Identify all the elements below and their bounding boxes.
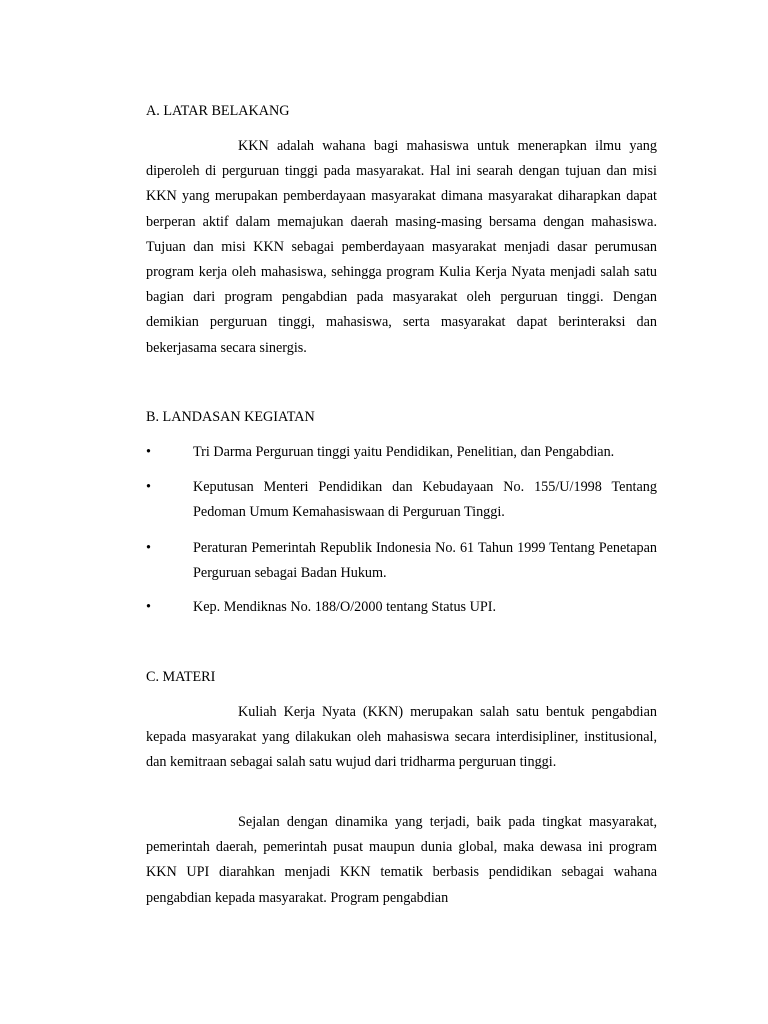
section-b-heading: B. LANDASAN KEGIATAN (146, 409, 315, 425)
section-c-paragraph-1-text: Kuliah Kerja Nyata (KKN) merupakan salah satu bentuk pengabdian kepada masyarakat yang dilakukan oleh mahasiswa secara interdisipliner, institusional, dan kemitraan sebagai salah satu wujud dari tridharma perguruan tinggi. (146, 704, 657, 771)
section-a-paragraph-text: KKN adalah wahana bagi mahasiswa untuk menerapkan ilmu yang diperoleh di perguruan tinggi pada masyarakat. Hal ini searah dengan tujuan dan misi KKN yang merupakan pemberdayaan masyarakat dimana masyarakat diharapkan dapat berperan aktif dalam memajukan daerah masing-masing bersama dengan mahasiswa. Tujuan dan misi KKN sebagai pemberdayaan masyarakat menjadi dasar perumusan program kerja oleh mahasiswa, sehingga program Kulia Kerja Nyata menjadi salah satu bagian dari program pengabdian pada masyarakat oleh perguruan tinggi. Dengan demikian perguruan tinggi, mahasiswa, serta masyarakat dapat berinteraksi dan bekerjasama secara sinergis. (146, 138, 657, 356)
list-item-text: Kep. Mendiknas No. 188/O/2000 tentang Status UPI. (193, 599, 497, 615)
section-c-heading: C. MATERI (146, 669, 216, 685)
list-item-text: Peraturan Pemerintah Republik Indonesia No. 61 Tahun 1999 Tentang Penetapan Perguruan sebagai Badan Hukum. (193, 540, 657, 582)
section-c-paragraph-2-text: Sejalan dengan dinamika yang terjadi, baik pada tingkat masyarakat, pemerintah daerah, pemerintah pusat maupun dunia global, maka dewasa ini program KKN UPI diarahkan menjadi KKN tematik berbasis pendidikan sebagai wahana pengabdian kepada masyarakat. Program pengabdian (146, 814, 657, 906)
bullet-icon: • (146, 599, 151, 615)
list-item-text: Tri Darma Perguruan tinggi yaitu Pendidikan, Penelitian, dan Pengabdian. (193, 444, 615, 460)
document-page (146, 0, 657, 1024)
bullet-icon: • (146, 444, 151, 460)
section-a-heading: A. LATAR BELAKANG (146, 103, 290, 119)
list-item-text: Keputusan Menteri Pendidikan dan Kebudayaan No. 155/U/1998 Tentang Pedoman Umum Kemahasiswaan di Perguruan Tinggi. (193, 479, 657, 521)
section-a-paragraph (146, 134, 657, 361)
section-c-paragraph-1 (146, 700, 657, 776)
bullet-icon: • (146, 479, 151, 495)
bullet-icon: • (146, 540, 151, 556)
section-c-paragraph-2 (146, 810, 657, 911)
